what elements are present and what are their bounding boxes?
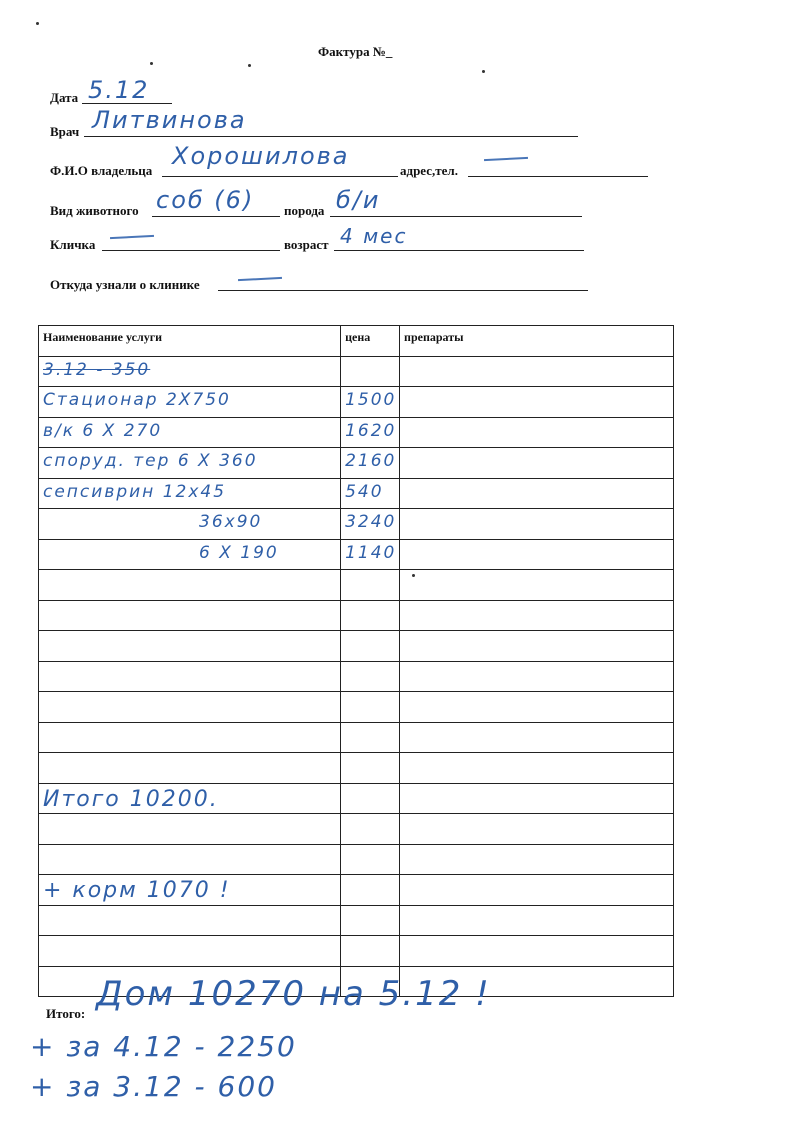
owner-value: Хорошилова <box>172 142 350 170</box>
table-row <box>39 814 674 845</box>
price-cell <box>341 814 399 817</box>
pet-name-dash <box>110 235 154 239</box>
service-name-cell <box>39 814 340 817</box>
price-cell <box>341 845 399 848</box>
price-cell <box>341 723 399 726</box>
service-name-cell <box>39 967 340 970</box>
drugs-cell <box>400 631 674 662</box>
table-row <box>39 661 674 692</box>
speck <box>412 574 415 577</box>
doctor-label: Врач <box>50 124 80 139</box>
service-name-cell: споруд. тер 6 Х 360 <box>43 451 258 471</box>
service-name-cell <box>39 906 340 909</box>
total-label: Итого: <box>46 1006 86 1021</box>
table-row <box>39 875 674 906</box>
table-row <box>39 936 674 967</box>
price-cell <box>341 601 399 604</box>
service-name-cell: 3.12 - 350 <box>43 359 151 380</box>
drugs-cell <box>400 539 674 570</box>
doctor-value: Литвинова <box>92 106 247 134</box>
table-row <box>39 478 674 509</box>
pet-name-line <box>102 250 280 251</box>
table-row <box>39 753 674 784</box>
price-cell <box>341 936 399 939</box>
price-cell <box>341 662 399 665</box>
services-table <box>38 325 674 997</box>
address-line <box>468 176 648 177</box>
doctor-line <box>84 136 578 137</box>
service-name-cell: Стационар 2Х750 <box>43 390 231 410</box>
drugs-cell <box>400 753 674 784</box>
price-cell <box>341 570 399 573</box>
date-label: Дата <box>50 90 79 105</box>
speck <box>248 64 251 67</box>
table-row <box>39 631 674 662</box>
table-row <box>39 539 674 570</box>
drugs-cell <box>400 478 674 509</box>
owner-label: Ф.И.О владельца <box>50 163 153 178</box>
price-cell: 3240 <box>345 512 397 532</box>
table-row <box>39 692 674 723</box>
price-cell: 2160 <box>345 451 397 471</box>
drugs-cell <box>400 783 674 814</box>
speck <box>150 62 153 65</box>
price-cell <box>341 967 399 970</box>
service-name-cell <box>39 570 340 573</box>
drugs-cell <box>400 661 674 692</box>
pet-name-label: Кличка <box>50 237 96 252</box>
source-line <box>218 290 588 291</box>
service-name-cell <box>39 753 340 756</box>
table-row <box>39 905 674 936</box>
breed-value: б/и <box>336 186 381 214</box>
service-name-cell <box>39 662 340 665</box>
service-name-cell: Итого 10200. <box>43 786 219 812</box>
service-name-cell <box>39 723 340 726</box>
column-header-drugs: препараты <box>404 330 464 344</box>
table-row <box>39 356 674 387</box>
table-row <box>39 417 674 448</box>
invoice-title: Фактура №_ <box>318 44 393 59</box>
age-label: возраст <box>284 237 329 252</box>
service-name-cell: + корм 1070 ! <box>43 878 231 903</box>
price-cell: 1500 <box>345 390 397 410</box>
source-label: Откуда узнали о клинике <box>50 277 200 292</box>
service-name-cell: 6 Х 190 <box>199 542 279 563</box>
table-row <box>39 783 674 814</box>
total-line-3: + за 3.12 - 600 <box>30 1070 277 1103</box>
drugs-cell <box>400 844 674 875</box>
service-name-cell <box>39 845 340 848</box>
price-cell <box>341 753 399 756</box>
speck <box>482 70 485 73</box>
price-cell <box>341 631 399 634</box>
source-dash <box>238 277 282 281</box>
service-name-cell <box>39 631 340 634</box>
price-cell: 540 <box>345 481 384 502</box>
price-cell <box>341 692 399 695</box>
breed-label: порода <box>284 203 325 218</box>
date-value: 5.12 <box>88 76 150 104</box>
address-label: адрес,тел. <box>400 163 458 178</box>
speck <box>36 22 39 25</box>
price-cell: 1140 <box>345 542 397 563</box>
drugs-cell <box>400 814 674 845</box>
price-cell <box>341 357 399 360</box>
species-label: Вид животного <box>50 203 139 218</box>
total-line-2: + за 4.12 - 2250 <box>30 1030 297 1063</box>
address-dash <box>484 157 528 161</box>
service-name-cell: в/к 6 Х 270 <box>43 420 163 441</box>
drugs-cell <box>400 387 674 418</box>
service-name-cell <box>39 601 340 604</box>
table-row <box>39 570 674 601</box>
age-line <box>334 250 584 251</box>
drugs-cell <box>400 722 674 753</box>
service-name-cell <box>39 936 340 939</box>
drugs-cell <box>400 417 674 448</box>
total-line-1: Дом 10270 на 5.12 ! <box>96 974 491 1014</box>
table-row <box>39 448 674 479</box>
species-value: соб (6) <box>156 186 255 214</box>
drugs-cell <box>400 692 674 723</box>
table-row <box>39 600 674 631</box>
column-header-price: цена <box>345 330 371 344</box>
drugs-cell <box>400 936 674 967</box>
drugs-cell <box>400 448 674 479</box>
breed-line <box>330 216 582 217</box>
table-row <box>39 509 674 540</box>
drugs-cell <box>400 570 674 601</box>
age-value: 4 мес <box>340 224 408 248</box>
service-name-cell <box>39 692 340 695</box>
owner-line <box>162 176 398 177</box>
drugs-cell <box>400 875 674 906</box>
price-cell <box>341 784 399 787</box>
drugs-cell <box>400 905 674 936</box>
drugs-cell <box>400 600 674 631</box>
service-name-cell: 36х90 <box>199 512 263 532</box>
price-cell <box>341 906 399 909</box>
table-header-row <box>39 326 674 357</box>
drugs-cell <box>400 356 674 387</box>
species-line <box>152 216 280 217</box>
table-row <box>39 722 674 753</box>
price-cell: 1620 <box>345 420 397 441</box>
service-name-cell: сепсиврин 12х45 <box>43 481 227 502</box>
column-header-service: Наименование услуги <box>43 330 163 344</box>
table-row <box>39 844 674 875</box>
price-cell <box>341 875 399 878</box>
drugs-cell <box>400 509 674 540</box>
table-row <box>39 387 674 418</box>
